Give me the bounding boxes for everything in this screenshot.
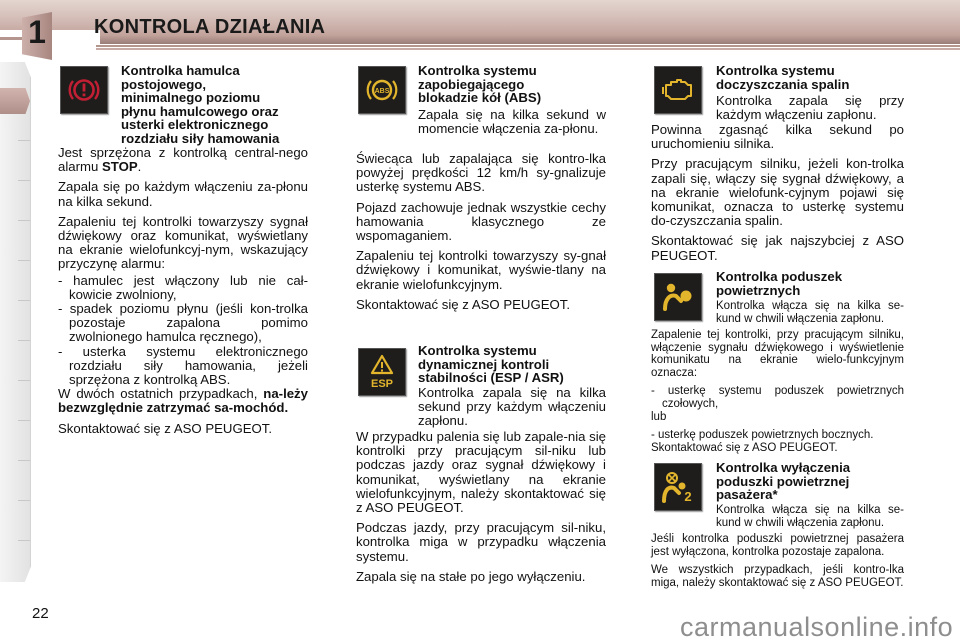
title-line: blokadzie kół (ABS) <box>418 90 542 106</box>
title-line: dynamicznej kontroli <box>418 356 550 372</box>
header-divider <box>96 45 960 47</box>
svg-text:2: 2 <box>684 489 692 504</box>
paragraph: Zapala się na stałe po jego wyłączeniu. <box>356 568 586 584</box>
paragraph: W przypadku palenia się lub zapale-nia się kontrolki przy pracującym sil-niku lub podczas jazdy oraz sygnał dźwiękowy i komunikat, wyświetlany na ekranie wielofunkcyjnym, należy skontaktować się z ASO PEUGEOT. <box>356 429 606 516</box>
index-tick <box>18 260 30 261</box>
paragraph: Kontrolka włącza się na kilka se-kund w chwili włączenia zapłonu. <box>716 504 904 529</box>
paragraph: Przy pracującym silniku, jeżeli kon-trolka zapali się, włączy się sygnał dźwiękowy, a na ekranie wielofunk-cyjnym pojawi się komunikat, oznacza to usterkę systemu do-czyszczania spalin. <box>651 156 904 229</box>
paragraph: Powinna zgasnąć kilka sekund po uruchomieniu silnika. <box>651 122 904 152</box>
text: W dwóch ostatnich przypadkach, <box>58 386 264 402</box>
index-tick <box>18 380 30 381</box>
title-line: usterki elektronicznego <box>121 117 269 133</box>
title-line: postojowego, <box>121 76 206 92</box>
title-line: doczyszczania spalin <box>716 76 850 92</box>
paragraph: Skontaktować się z ASO PEUGEOT. <box>58 420 273 436</box>
abs-intro <box>418 108 606 142</box>
header-divider-secondary <box>96 48 960 50</box>
esp-body <box>356 430 606 590</box>
engine-check-icon <box>654 66 702 114</box>
paragraph: Skontaktować się z ASO PEUGEOT. <box>651 441 838 454</box>
paragraph: Kontrolka włącza się na kilka se-kund w chwili włączenia zapłonu. <box>716 300 904 325</box>
esp-intro <box>418 386 606 435</box>
airbags-intro <box>716 300 904 331</box>
paragraph: Zapala się po każdym włączeniu za-płonu na kilka sekund. <box>58 179 308 209</box>
abs-warning-icon <box>358 66 406 114</box>
paragraph: Świecąca lub zapalająca się kontro-lka powyżej prędkości 12 km/h sy-gnalizuje usterkę systemu ABS. <box>356 151 606 195</box>
passenger-airbag-title <box>716 461 906 502</box>
title-line: powietrznych <box>716 282 801 298</box>
paragraph: Zapala się na kilka sekund w momencie włączenia za-płonu. <box>418 107 606 137</box>
paragraph: Zapaleniu tej kontrolki towarzyszy sy-gnał dźwiękowy i komunikat, wyświe-tlany na ekranie wielofunkcyjnym. <box>356 248 606 292</box>
paragraph: Zapaleniu tej kontrolki towarzyszy sygnał dźwiękowy oraz komunikat, wyświetlany na ekranie wielofunkcyj-nym, wskazujący przyczynę alarmu: <box>58 213 308 272</box>
index-tick <box>18 460 30 461</box>
paragraph: Kontrolka zapala się przy każdym włączeniu zapłonu. <box>716 93 904 123</box>
index-tick <box>18 300 30 301</box>
chapter-number: 1 <box>28 14 46 50</box>
brake-warning-icon <box>60 66 108 114</box>
title-line: płynu hamulcowego oraz <box>121 103 279 119</box>
index-tick <box>18 220 30 221</box>
index-tick <box>18 140 30 141</box>
passenger-airbag-intro <box>716 504 904 535</box>
paragraph: lub <box>651 410 667 423</box>
paragraph: Pojazd zachowuje jednak wszystkie cechy hamowania klasycznego ze wspomaganiem. <box>356 199 606 244</box>
title-line: pasażera* <box>716 487 778 503</box>
watermark: carmanualsonline.info <box>680 612 954 642</box>
title-line: stabilności (ESP / ASR) <box>418 370 564 386</box>
index-tick <box>18 540 30 541</box>
index-tick <box>18 340 30 341</box>
title-line: Kontrolka systemu <box>418 343 537 358</box>
esp-warning-icon <box>358 348 406 396</box>
title-line: Kontrolka systemu <box>716 63 835 78</box>
title-line: Kontrolka wyłączenia <box>716 460 851 475</box>
parking-brake-title <box>121 64 311 146</box>
svg-text:ABS: ABS <box>374 88 390 95</box>
svg-text:ESP: ESP <box>370 378 394 390</box>
emissions-title <box>716 64 906 91</box>
warning-text: na-leży bezwzględnie zatrzymać sa-mochód. <box>58 386 308 416</box>
title-line: Kontrolka poduszek <box>716 269 843 284</box>
paragraph: We wszystkich przypadkach, jeśli kontro-lka miga, należy skontaktować się z ASO PEUGEOT. <box>651 564 904 589</box>
paragraph: Zapalenie tej kontrolki, przy pracującym silniku, włączenie sygnału dźwiękowego i wyświetlenie komunikatu na ekranie wielo-funkcyjnym oznacza: <box>651 329 904 379</box>
paragraph: Jeśli kontrolka poduszki powietrznej pasażera jest wyłączona, kontrolka pozostaje zapalona. <box>651 533 904 558</box>
page-number: 22 <box>32 605 49 622</box>
chapter-index-active-tab <box>0 88 30 114</box>
paragraph <box>58 387 308 415</box>
passenger-airbag-off-icon <box>654 463 702 511</box>
title-line: Kontrolka hamulca <box>121 63 240 78</box>
abs-body <box>356 152 606 318</box>
parking-brake-body <box>58 146 308 442</box>
paragraph <box>58 146 308 174</box>
list-item: - usterkę systemu poduszek powietrznych czołowych, <box>651 385 904 410</box>
list-item: - usterka systemu elektronicznego rozdziału siły hamowania, jeżeli sprzężona z kontrolką ABS. <box>58 343 308 388</box>
index-tick <box>18 180 30 181</box>
passenger-airbag-body <box>651 533 904 595</box>
abs-title <box>418 64 608 105</box>
text: . <box>137 159 142 175</box>
title-line: zapobiegającego <box>418 76 525 92</box>
text: Jest sprzężona z kontrolką central-nego alarmu <box>58 145 308 175</box>
title-line: minimalnego poziomu <box>121 90 261 106</box>
airbag-warning-icon <box>654 273 702 321</box>
title-line: rozdziału siły hamowania <box>121 130 280 146</box>
airbags-body <box>651 329 904 460</box>
title-line: poduszki powietrznej <box>716 473 850 489</box>
airbags-title <box>716 270 906 297</box>
list-item: - hamulec jest włączony lub nie cał-kowicie zwolniony, <box>58 272 308 302</box>
paragraph: Skontaktować się jak najszybciej z ASO PEUGEOT. <box>651 233 904 263</box>
title-line: Kontrolka systemu <box>418 63 537 78</box>
list-item: - usterkę poduszek powietrznych bocznych. <box>651 429 874 442</box>
paragraph: Podczas jazdy, przy pracującym sil-niku, kontrolka miga w przypadku włączenia systemu. <box>356 520 606 564</box>
list-item: - spadek poziomu płynu (jeśli kon-trolka pozostaje zapalona pomimo zwolnionego hamulca ręcznego), <box>58 301 308 345</box>
esp-title <box>418 344 608 385</box>
emissions-body <box>651 123 904 269</box>
index-tick <box>18 500 30 501</box>
index-tick <box>18 420 30 421</box>
page-title: KONTROLA DZIAŁANIA <box>94 16 326 38</box>
paragraph: Skontaktować się z ASO PEUGEOT. <box>356 296 571 312</box>
stop-label: STOP <box>101 159 138 175</box>
paragraph: Kontrolka zapala się na kilka sekund przy każdym włączeniu zapłonu. <box>418 385 606 429</box>
